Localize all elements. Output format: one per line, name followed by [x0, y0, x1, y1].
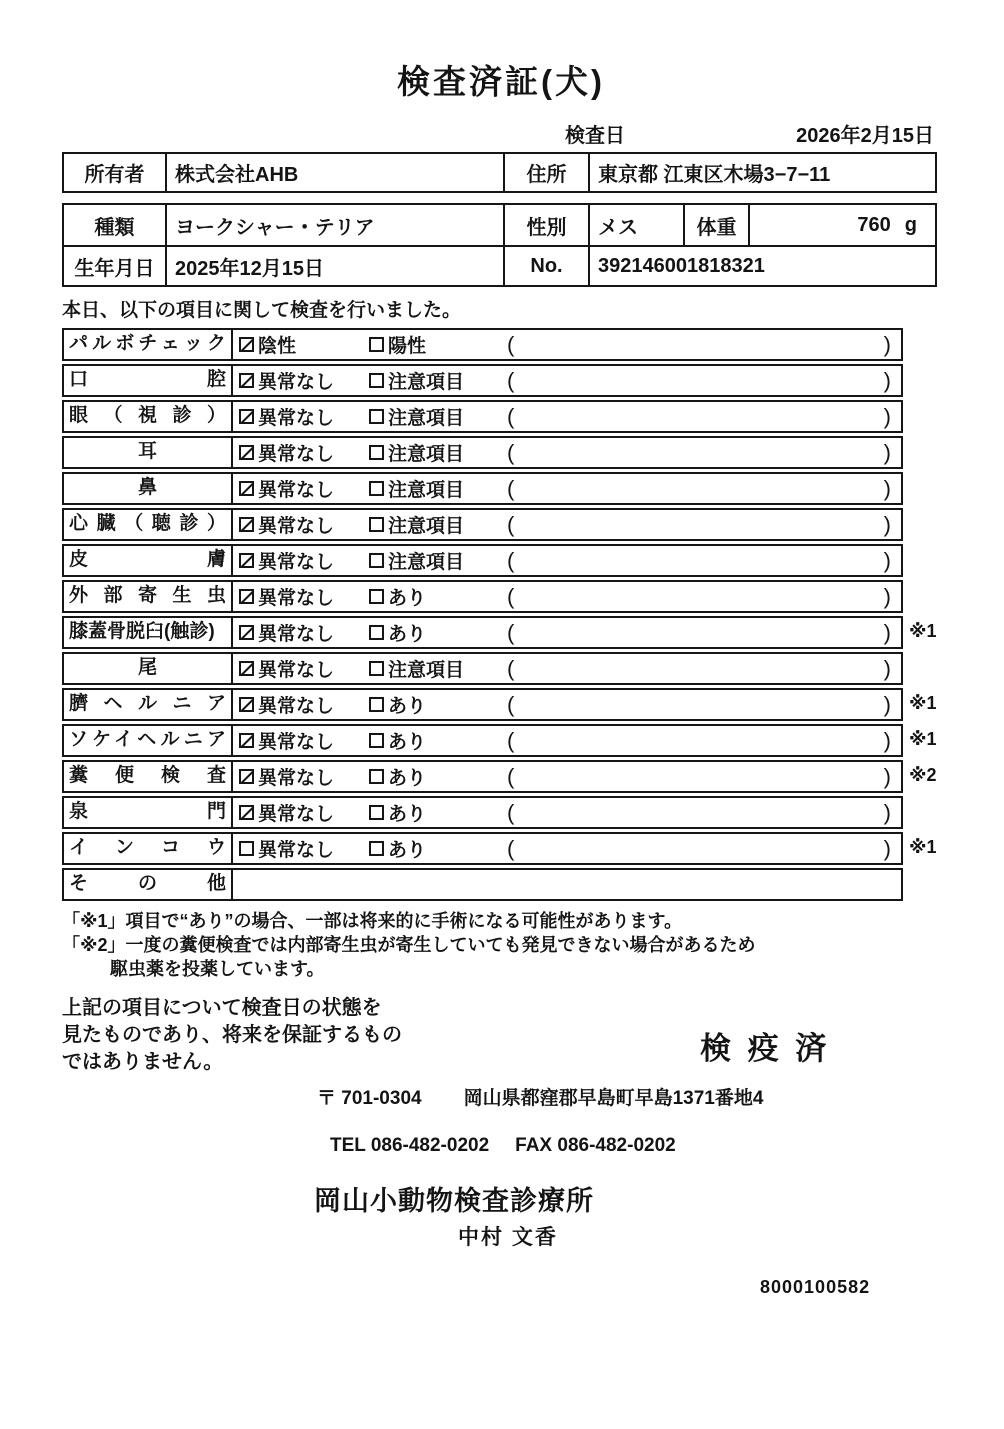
checkbox-icon	[369, 661, 384, 676]
footnotes	[62, 910, 940, 981]
checkbox-icon	[369, 445, 384, 460]
inspection-row-content	[233, 870, 901, 899]
footnote-2-continued: 駆虫薬を投薬しています。	[110, 958, 325, 979]
paren-open: (	[507, 691, 515, 717]
option-2-label: 注意項目	[388, 444, 465, 465]
checkbox-icon	[239, 769, 254, 784]
inspection-row-content	[233, 690, 901, 719]
paren-close: )	[883, 619, 891, 645]
paren-close: )	[883, 583, 891, 609]
paren-open: (	[507, 727, 515, 753]
inspection-item-label: インコウ	[64, 834, 233, 863]
inspection-row-content	[233, 510, 901, 539]
option-2	[369, 403, 507, 430]
option-1	[239, 475, 369, 502]
option-2	[369, 763, 507, 790]
disclaimer-text	[62, 995, 502, 1075]
inspection-row	[62, 724, 937, 757]
disclaimer-line-3: ではありません。	[62, 1050, 224, 1073]
inspection-row-content	[233, 330, 901, 359]
inspection-row	[62, 364, 903, 397]
paren-close: )	[883, 763, 891, 789]
inspection-item-label: 外部寄生虫	[64, 582, 233, 611]
option-1	[239, 619, 369, 646]
paren-open: (	[507, 799, 515, 825]
inspection-item-label: 尾	[64, 654, 233, 683]
inspection-item-label: 皮膚	[64, 546, 233, 575]
breed-label: 種類	[64, 205, 167, 245]
option-2	[369, 655, 507, 682]
inspection-row-content	[233, 798, 901, 827]
option-1	[239, 583, 369, 610]
row-note: ※1	[909, 621, 937, 641]
inspection-row-content	[233, 474, 901, 503]
option-1-label: 異常なし	[258, 408, 335, 429]
checkbox-icon	[239, 661, 254, 676]
inspection-row-content	[233, 546, 901, 575]
inspection-item-label: ソケイヘルニア	[64, 726, 233, 755]
inspection-item-label: 心臓（聴診）	[64, 510, 233, 539]
option-2	[369, 475, 507, 502]
inspection-item-label: 泉門	[64, 798, 233, 827]
no-label: No.	[505, 247, 590, 285]
option-1-label: 異常なし	[258, 624, 335, 645]
option-2-label: 陽性	[388, 336, 427, 357]
document-title: 検査済証(犬)	[397, 63, 605, 100]
paren-close: )	[883, 727, 891, 753]
footnote-2: 「※2」一度の糞便検査では内部寄生虫が寄生していても発見できない場合があるため	[62, 934, 756, 955]
option-1	[239, 799, 369, 826]
document-code: 8000100582	[760, 1277, 871, 1298]
quarantine-stamp: 検 疫 済	[700, 1031, 831, 1067]
intro-text: 本日、以下の項目に関して検査を行いました。	[62, 300, 462, 321]
disclaimer-section	[62, 995, 940, 1081]
breed-value: ヨークシャー・テリア	[167, 205, 505, 245]
option-1-label: 異常なし	[258, 804, 335, 825]
checkbox-icon	[369, 625, 384, 640]
paren-open: (	[507, 403, 515, 429]
paren-close: )	[883, 475, 891, 501]
paren-open: (	[507, 547, 515, 573]
paren-open: (	[507, 331, 515, 357]
paren-close: )	[883, 547, 891, 573]
checkbox-icon	[239, 805, 254, 820]
inspection-item-label: 膝蓋骨脱臼(触診)	[64, 618, 233, 647]
disclaimer-line-2: 見たものであり、将来を保証するもの	[62, 1024, 402, 1047]
option-1-label: 異常なし	[258, 660, 335, 681]
clinic-name: 岡山小動物検査診療所	[314, 1186, 594, 1217]
inspection-row	[62, 580, 903, 613]
option-1-label: 異常なし	[258, 516, 335, 537]
inspection-row	[62, 688, 937, 721]
inspection-row	[62, 652, 903, 685]
paren-close: )	[883, 511, 891, 537]
clinic-postal-code: 〒 701-0304	[317, 1088, 422, 1110]
clinic-address-row	[62, 1083, 940, 1110]
checkbox-icon	[239, 409, 254, 424]
inspection-date-label: 検査日	[565, 125, 625, 147]
option-2-label: あり	[388, 768, 427, 789]
checkbox-icon	[239, 697, 254, 712]
option-2-label: 注意項目	[388, 660, 465, 681]
birth-label: 生年月日	[64, 247, 167, 285]
paren-close: )	[883, 655, 891, 681]
inspection-item-label: 耳	[64, 438, 233, 467]
paren-open: (	[507, 475, 515, 501]
owner-value: 株式会社AHB	[167, 154, 505, 191]
weight-label: 体重	[685, 205, 750, 245]
option-2-label: 注意項目	[388, 408, 465, 429]
paren-open: (	[507, 655, 515, 681]
inspection-item-label: 口腔	[64, 366, 233, 395]
row-note: ※1	[909, 693, 937, 713]
inspection-item-label: その他	[64, 870, 233, 899]
option-2-label: あり	[388, 732, 427, 753]
inspection-item-label: 鼻	[64, 474, 233, 503]
checkbox-icon	[369, 769, 384, 784]
option-1	[239, 691, 369, 718]
paren-close: )	[883, 835, 891, 861]
checkbox-icon	[239, 625, 254, 640]
option-2	[369, 619, 507, 646]
option-2	[369, 727, 507, 754]
sex-label: 性別	[505, 205, 590, 245]
checkbox-icon	[239, 553, 254, 568]
inspection-row-content	[233, 654, 901, 683]
paren-open: (	[507, 439, 515, 465]
checkbox-icon	[239, 841, 254, 856]
option-2-label: 注意項目	[388, 516, 465, 537]
inspection-row	[62, 832, 937, 865]
option-2-label: 注意項目	[388, 372, 465, 393]
option-1-label: 異常なし	[258, 840, 335, 861]
inspection-row	[62, 328, 903, 361]
paren-open: (	[507, 367, 515, 393]
option-1	[239, 727, 369, 754]
paren-open: (	[507, 619, 515, 645]
weight-cell	[750, 205, 935, 245]
option-2	[369, 511, 507, 538]
clinic-phone-row	[62, 1135, 940, 1157]
owner-label: 所有者	[64, 154, 167, 191]
weight-unit: g	[904, 213, 917, 236]
paren-close: )	[883, 691, 891, 717]
paren-close: )	[883, 367, 891, 393]
option-2-label: 注意項目	[388, 552, 465, 573]
inspection-row-content	[233, 402, 901, 431]
inspection-row-content	[233, 582, 901, 611]
option-2-label: あり	[388, 840, 427, 861]
checkbox-icon	[369, 481, 384, 496]
checkbox-icon	[369, 697, 384, 712]
paren-open: (	[507, 835, 515, 861]
inspection-row-content	[233, 618, 901, 647]
checkbox-icon	[369, 409, 384, 424]
inspection-item-label: パルボチェック	[64, 330, 233, 359]
inspection-row-content	[233, 762, 901, 791]
inspection-date-value: 2026年2月15日	[796, 125, 934, 147]
option-2-label: あり	[388, 588, 427, 609]
checkbox-icon	[239, 373, 254, 388]
option-1	[239, 655, 369, 682]
inspection-row	[62, 616, 937, 649]
checkbox-icon	[239, 481, 254, 496]
veterinarian-name: 中村 文香	[458, 1226, 558, 1250]
checkbox-icon	[369, 841, 384, 856]
option-1	[239, 439, 369, 466]
option-1	[239, 547, 369, 574]
option-1	[239, 835, 369, 862]
address-label: 住所	[505, 154, 590, 191]
option-2	[369, 583, 507, 610]
option-1-label: 陰性	[258, 336, 297, 357]
paren-open: (	[507, 763, 515, 789]
option-2-label: あり	[388, 804, 427, 825]
inspection-row-content	[233, 726, 901, 755]
inspection-row-content	[233, 438, 901, 467]
inspection-item-label: 眼（視診）	[64, 402, 233, 431]
no-value: 392146001818321	[598, 254, 765, 277]
option-1	[239, 331, 369, 358]
option-2-label: あり	[388, 696, 427, 717]
inspection-row	[62, 544, 903, 577]
checkbox-icon	[369, 337, 384, 352]
inspection-row-content	[233, 366, 901, 395]
option-1-label: 異常なし	[258, 444, 335, 465]
inspection-row	[62, 760, 937, 793]
option-2	[369, 799, 507, 826]
owner-table	[62, 152, 937, 193]
paren-close: )	[883, 439, 891, 465]
weight-value: 760	[857, 213, 891, 236]
inspection-item-label: 糞便検査	[64, 762, 233, 791]
checkbox-icon	[239, 337, 254, 352]
option-1-label: 異常なし	[258, 696, 335, 717]
option-1	[239, 763, 369, 790]
inspection-date-row	[62, 119, 940, 147]
clinic-address: 岡山県都窪郡早島町早島1371番地4	[463, 1088, 764, 1110]
option-2	[369, 835, 507, 862]
checkbox-icon	[369, 517, 384, 532]
option-1	[239, 511, 369, 538]
paren-close: )	[883, 799, 891, 825]
row-note: ※2	[909, 765, 937, 785]
option-1	[239, 367, 369, 394]
option-1-label: 異常なし	[258, 732, 335, 753]
option-2-label: 注意項目	[388, 480, 465, 501]
birth-value: 2025年12月15日	[167, 247, 505, 285]
option-1-label: 異常なし	[258, 480, 335, 501]
paren-close: )	[883, 331, 891, 357]
option-2	[369, 547, 507, 574]
inspection-row	[62, 436, 903, 469]
checkbox-icon	[239, 733, 254, 748]
inspection-item-label: 臍ヘルニア	[64, 690, 233, 719]
checkbox-icon	[369, 805, 384, 820]
address-value: 東京都 江東区木場3−7−11	[598, 164, 831, 186]
option-1-label: 異常なし	[258, 552, 335, 573]
paren-close: )	[883, 403, 891, 429]
inspection-row	[62, 400, 903, 433]
inspection-row	[62, 508, 903, 541]
disclaimer-line-1: 上記の項目について検査日の状態を	[62, 997, 382, 1020]
option-2	[369, 331, 507, 358]
paren-open: (	[507, 511, 515, 537]
option-1-label: 異常なし	[258, 768, 335, 789]
inspection-row-content	[233, 834, 901, 863]
pet-table-row-2	[64, 245, 935, 285]
inspection-row	[62, 796, 903, 829]
row-note: ※1	[909, 729, 937, 749]
option-2	[369, 439, 507, 466]
checkbox-icon	[369, 553, 384, 568]
inspection-row	[62, 868, 903, 901]
footnote-1: 「※1」項目で“あり”の場合、一部は将来的に手術になる可能性があります。	[62, 911, 683, 931]
option-2-label: あり	[388, 624, 427, 645]
pet-table-row-1	[64, 205, 935, 245]
option-1	[239, 403, 369, 430]
sex-value: メス	[590, 205, 685, 245]
checkbox-icon	[369, 373, 384, 388]
paren-open: (	[507, 583, 515, 609]
option-2	[369, 691, 507, 718]
checkbox-icon	[369, 733, 384, 748]
checkbox-icon	[369, 589, 384, 604]
clinic-tel: TEL 086-482-0202	[330, 1135, 490, 1157]
row-note: ※1	[909, 837, 937, 857]
inspection-table	[62, 328, 937, 901]
option-1-label: 異常なし	[258, 588, 335, 609]
clinic-fax: FAX 086-482-0202	[515, 1135, 676, 1157]
pet-table	[62, 203, 937, 287]
inspection-row	[62, 472, 903, 505]
checkbox-icon	[239, 445, 254, 460]
option-2	[369, 367, 507, 394]
option-1-label: 異常なし	[258, 372, 335, 393]
checkbox-icon	[239, 589, 254, 604]
checkbox-icon	[239, 517, 254, 532]
